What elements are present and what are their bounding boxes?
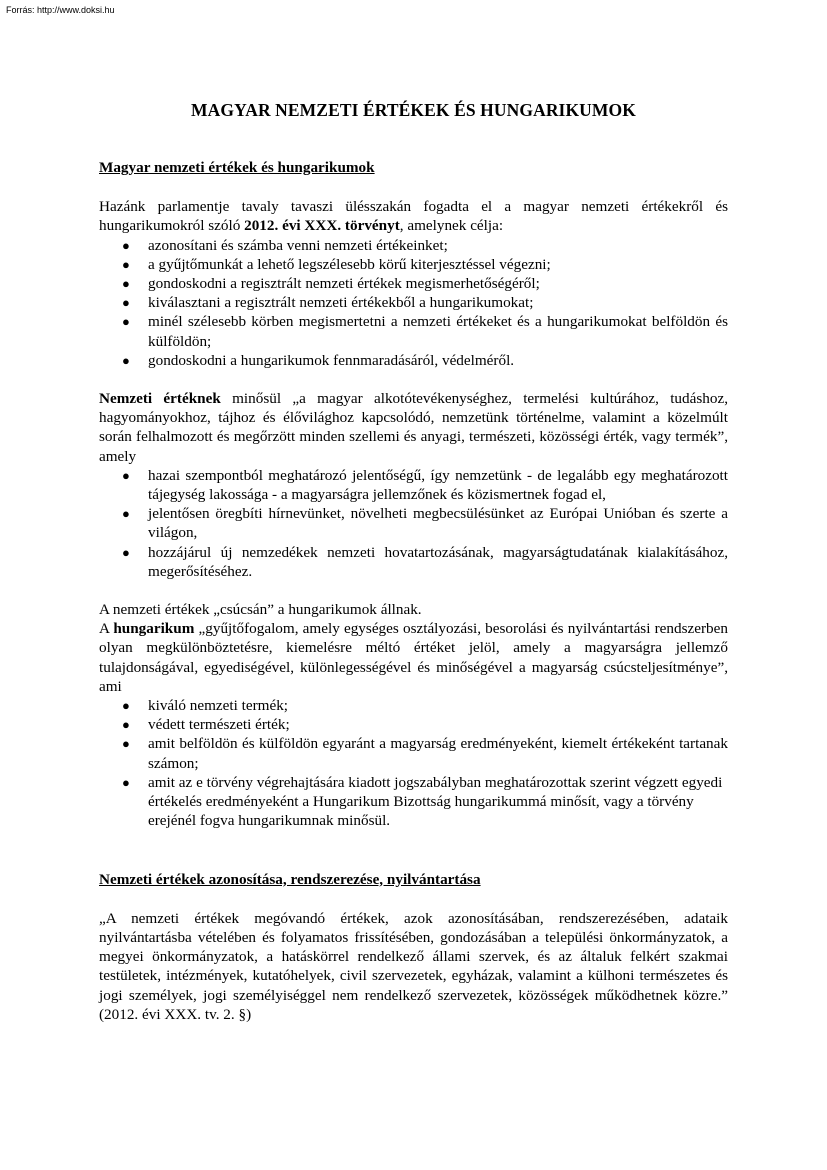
list-item: ● a gyűjtőmunkát a lehető legszélesebb körű kiterjesztéssel végezni; bbox=[122, 255, 551, 273]
bullet-icon: ● bbox=[122, 506, 130, 522]
bullet-icon: ● bbox=[122, 276, 130, 292]
list-item: ● amit az e törvény végrehajtására kiadott jogszabályban meghatározottak szerint végzett egyedi értékelés eredményeként a Hungarikum Bizottság hungarikummá minősít, vagy a törvény erejénél fogva hungarikumnak minősül. bbox=[122, 773, 723, 830]
intro-text: Hazánk parlamentje tavaly tavaszi ülésszakán fogadta el a magyar nemzeti értékekről és hungarikumokról szóló bbox=[99, 198, 728, 235]
list-item: ● védett természeti érték; bbox=[122, 716, 290, 734]
list-item: ● gondoskodni a regisztrált nemzeti értékek megismerhetőségéről; bbox=[122, 275, 540, 293]
bullet-icon: ● bbox=[122, 237, 130, 253]
intro-paragraph bbox=[99, 197, 728, 235]
list-item: ● hozzájárul új nemzedékek nemzeti hovatartozásának, magyarságtudatának kialakításához, megerősítéséhez. bbox=[122, 543, 728, 580]
goals-list bbox=[99, 236, 728, 370]
hungarikum-intro: A nemzeti értékek „csúcsán” a hungarikumok állnak. bbox=[99, 601, 422, 619]
defined-term: Nemzeti értéknek bbox=[99, 390, 221, 408]
bullet-icon: ● bbox=[122, 698, 130, 714]
law-quote: „A nemzeti értékek megóvandó értékek, azok azonosításában, rendszerezésében, adataik nyilvántartásba vételében és folyamatos frissítésében, gondozásában a települési önkormányzatok, a megyei önkormányzatok, a hatáskörrel rendelkező állami szervek, és az általuk felkért szakmai testületek, intézmények, kutatóhelyek, civil szervezetek, egyházak, valamint a külhoni természetes és jogi személyek, jogi személyiséggel nem rendelkező szervezetek, közösségek működhetnek közre.” (2012. évi XXX. tv. 2. §) bbox=[99, 909, 728, 1023]
hungarikum-definition: A hungarikum „gyűjtőfogalom, amely egységes osztályozási, besorolási és nyilvántartási rendszerben olyan megkülönböztetésre, kiemelésre méltó értéket jelöl, amely a magyarságra jellemző tulajdonságával, egyediségével, különlegességével és minőségével a magyarság csúcsteljesítménye”, ami bbox=[99, 620, 728, 695]
bullet-icon: ● bbox=[122, 717, 130, 733]
bullet-icon: ● bbox=[122, 352, 130, 368]
list-item: ● jelentősen öregbíti hírnevünket, növelheti megbecsülésünket az Európai Unióban és szerte a világon, bbox=[122, 505, 728, 542]
definition-text: minősül „a magyar alkotótevékenységhez, termelési kultúrához, tudáshoz, hagyományokhoz, tájhoz és élővilághoz kapcsolódó, nemzetünk történelme, valamint a közelmúlt során felhalmozott és megőrzött minden szellemi és anyagi, természeti, közösségi érték, vagy termék”, amely bbox=[99, 390, 728, 465]
section-heading: Nemzeti értékek azonosítása, rendszerezése, nyilvántartása bbox=[99, 870, 481, 888]
law-reference: 2012. évi XXX. törvényt bbox=[244, 217, 400, 235]
section-heading: Magyar nemzeti értékek és hungarikumok bbox=[99, 159, 375, 176]
bullet-icon: ● bbox=[122, 774, 130, 790]
list-item: ● gondoskodni a hungarikumok fennmaradásáról, védelméről. bbox=[122, 351, 515, 369]
definition-text: „gyűjtőfogalom, amely egységes osztályozási, besorolási és nyilvántartási rendszerben olyan megkülönböztetésre, kiemelésre méltó értéket jelöl, amely a magyarságra jellemző tulajdonságával, egyediségével, különlegességével és minőségével a magyarság csúcsteljesítménye”, ami bbox=[99, 620, 728, 695]
bullet-icon: ● bbox=[122, 544, 130, 560]
bullet-icon: ● bbox=[122, 314, 130, 330]
criteria-list bbox=[99, 466, 728, 581]
list-item: ● amit belföldön és külföldön egyaránt a magyarság eredményeként, kiemelt értékeként tartanak számon; bbox=[122, 735, 728, 772]
document-title: MAGYAR NEMZETI ÉRTÉKEK ÉS HUNGARIKUMOK bbox=[191, 100, 636, 120]
list-item: ● kiváló nemzeti termék; bbox=[122, 697, 289, 715]
hungarikum-list bbox=[99, 696, 728, 830]
bullet-icon: ● bbox=[122, 736, 130, 752]
bullet-icon: ● bbox=[122, 256, 130, 272]
list-item: ● minél szélesebb körben megismertetni a nemzeti értékeket és a hungarikumokat belföldön és külföldön; bbox=[122, 313, 728, 350]
bullet-icon: ● bbox=[122, 467, 130, 483]
bullet-icon: ● bbox=[122, 295, 130, 311]
source-note: Forrás: http://www.doksi.hu bbox=[6, 5, 115, 15]
list-item: ● hazai szempontból meghatározó jelentőségű, így nemzetünk - de legalább egy meghatározott tájegység lakossága - a magyarságra jellemzőnek és közismertnek fogad el, bbox=[122, 466, 728, 504]
document-body bbox=[99, 158, 728, 1024]
defined-term: hungarikum bbox=[113, 620, 195, 638]
intro-text-end: , amelynek célja: bbox=[399, 217, 504, 235]
list-item: ● azonosítani és számba venni nemzeti értékeinket; bbox=[122, 236, 448, 254]
national-value-definition bbox=[99, 389, 728, 466]
list-item: ● kiválasztani a regisztrált nemzeti értékekből a hungarikumokat; bbox=[122, 294, 534, 312]
